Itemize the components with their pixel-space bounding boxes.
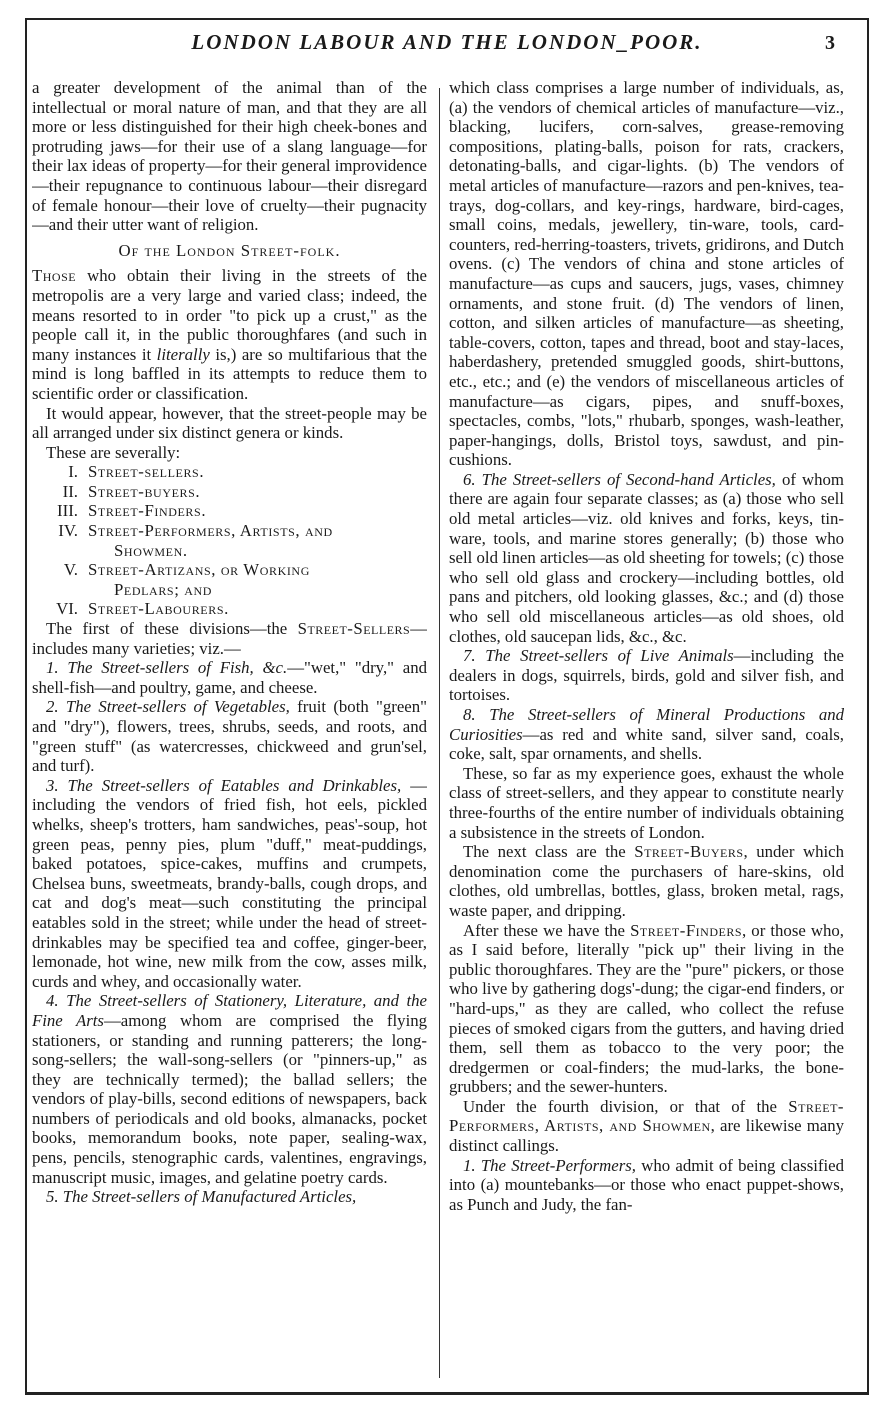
division-label: Street-Finders.	[88, 501, 207, 521]
left-column	[32, 78, 427, 1383]
text-run: After these we have the	[463, 920, 625, 940]
division-label: Street-Performers, Artists, and	[88, 521, 333, 541]
paragraph-opening: a greater development of the animal than of the intellectual or moral nature of man, and that they are all more or less distinguished for their high cheek-bones and protruding jaws—for their use of a slang language—for their lax ideas of property—for their general improvidence—their repugnance to continuous labour—their disregard of female honour—their love of cruelty—their pugnacity—and their utter want of religion.	[32, 78, 427, 235]
text-run: , under which denomination come the purchasers of hare-skins, old clothes, old umbrellas, bottles, glass, broken metal, rags, waste paper, and dripping.	[449, 842, 844, 920]
section-heading: Of the London Street-folk.	[118, 240, 341, 260]
text-run: , or those who, as I said before, literally "pick up" their living in the public thoroughfares. They are the "pure" pickers, or those who live by gathering dogs'-dung; the cigar-end finders, or "hard-ups," as they are called, who collect the refuse pieces of smoked cigars from the gutters, and having dried them, sell them as tobacco to the very poor; the dredgermen or coal-finders; the mud-larks, the bone-grubbers; and the sewer-hunters.	[449, 920, 844, 1097]
division-label: Street-Labourers.	[88, 599, 229, 619]
division-number: III.	[57, 501, 78, 521]
item-heading: 8. The Street-sellers of Mineral Productions and Curiosities	[449, 705, 844, 744]
intro-text-b: is,) are so multifarious that the mind is long baffled in its attempts to reduce them to scientific order or classification.	[32, 344, 427, 403]
intro-emphasis: literally	[156, 344, 210, 364]
paragraph-after-these	[449, 921, 844, 1097]
item-8	[449, 705, 844, 764]
item-1	[32, 658, 427, 697]
text-run: The first of these divisions—the	[46, 619, 288, 639]
division-number: II.	[62, 481, 78, 501]
item-7	[449, 646, 844, 705]
division-item	[32, 599, 427, 619]
running-head	[27, 30, 867, 70]
division-number: I.	[68, 462, 78, 482]
column-divider	[439, 88, 440, 1378]
page-number: 3	[825, 32, 835, 54]
division-item	[32, 482, 427, 502]
item-5-body: which class comprises a large number of individuals, as, (a) the vendors of chemical articles of manufacture—viz., blacking, lucifers, corn-salves, grease-removing compositions, plating-balls, poison for rats, crackers, detonating-balls, and cigar-lights. (b) The vendors of metal articles of manufacture—razors and pen-knives, tea-trays, dog-collars, and key-rings, hardware, bird-cages, small coins, medals, jewellery, tin-ware, tools, card-counters, red-herring-toasters, trivets, gridirons, and Dutch ovens. (c) The vendors of china and stone articles of manufacture—as cups and saucers, jugs, vases, chimney ornaments, and stone fruit. (d) The vendors of linen, cotton, and silken articles of manufacture—as sheeting, table-covers, cotton, tapes and thread, boot and stay-laces, haberdashery, pretended smuggled goods, shirt-buttons, etc., etc.; and (e) the vendors of miscellaneous articles of manufacture—as cigars, pipes, and snuff-boxes, spectacles, combs, "lots," rhubarb, sponges, wash-leather, paper-hangings, dolls, Bristol toys, sawdust, and pin-cushions.	[449, 78, 844, 470]
lead-word: Those	[32, 266, 77, 286]
division-label: Street-buyers.	[88, 481, 201, 501]
item-3	[32, 776, 427, 992]
division-item	[32, 501, 427, 521]
division-item	[32, 521, 427, 560]
item-2	[32, 697, 427, 775]
text-run: , are likewise many distinct callings.	[449, 1116, 844, 1156]
item-heading: 6. The Street-sellers of Second-hand Articles,	[463, 469, 776, 489]
division-number: VI.	[56, 599, 78, 619]
division-label: Street-sellers.	[88, 462, 205, 482]
small-caps-term: Street-Finders	[630, 920, 743, 940]
intro-text-a: who obtain their living in the streets of the metropolis are a very large and varied class; indeed, the means resorted to in order "to pick up a crust," as the people call it, in the public thoroughfares (and such in many instances it	[32, 266, 427, 364]
item-street-performers	[449, 1156, 844, 1215]
item-heading: 1. The Street-sellers of Fish, &c.	[46, 658, 288, 678]
paragraph-first-division	[32, 619, 427, 658]
item-heading: 5. The Street-sellers of Manufactured Articles,	[46, 1187, 357, 1207]
item-heading: 2. The Street-sellers of Vegetables,	[46, 697, 290, 717]
division-number: V.	[63, 560, 78, 580]
small-caps-term: Street-Sellers	[297, 619, 411, 639]
item-body: of whom there are again four separate classes; as (a) those who sell old metal articles—viz. old knives and forks, keys, tin-ware, tools, and marine stores generally; (b) those who sell old linen articles—as old sheeting for towels; (c) those who sell old glass and crockery—including bottles, old pans and pitchers, old looking glasses, &c.; and (d) those who sell old miscellaneous articles—as old shoes, old clothes, old saucepan lids, &c., &c.	[449, 469, 844, 646]
item-heading: 7. The Street-sellers of Live Animals	[463, 646, 734, 666]
right-column	[449, 78, 844, 1383]
text-run: —includes many varieties; viz.—	[32, 619, 427, 658]
item-4	[32, 991, 427, 1187]
division-label-continuation: Showmen.	[114, 540, 188, 560]
division-number: IV.	[58, 521, 78, 541]
paragraph-intro	[32, 266, 427, 403]
item-heading: 1. The Street-Performers,	[463, 1155, 636, 1175]
page-frame	[25, 18, 869, 1395]
division-label: Street-Artizans, or Working	[88, 560, 310, 580]
item-body: —including the dealers in dogs, squirrels, birds, gold and silver fish, and tortoises.	[449, 646, 844, 705]
paragraph-next-class	[449, 842, 844, 920]
running-title: LONDON LABOUR AND THE LONDON_POOR.	[191, 30, 703, 54]
item-body: —"wet," "dry," and shell-fish—and poultry, game, and cheese.	[32, 658, 427, 697]
division-item	[32, 462, 427, 482]
item-heading: 3. The Street-sellers of Eatables and Drinkables,	[46, 775, 402, 795]
paragraph-appear: It would appear, however, that the street-people may be all arranged under six distinct genera or kinds.	[32, 403, 427, 443]
division-label-continuation: Pedlars; and	[114, 579, 213, 599]
item-body: —including the vendors of fried fish, hot eels, pickled whelks, sheep's trotters, ham sandwiches, peas'-soup, hot green peas, penny pies, plum "duff," meat-puddings, baked potatoes, spice-cakes, muffins and crumpets, Chelsea buns, sweetmeats, brandy-balls, cough drops, and cat and dog's meat—such constituting the principal eatables sold in the street; while under the head of street-drinkables may be specified tea and coffee, ginger-beer, lemonade, hot wine, new milk from the cow, asses milk, curds and whey, and occasionally water.	[32, 775, 427, 991]
paragraph-these-are: These are severally:	[46, 442, 181, 462]
text-run: The next class are the	[463, 842, 626, 862]
item-5-heading	[32, 1187, 427, 1207]
division-item	[32, 560, 427, 599]
paragraph-these-so-far: These, so far as my experience goes, exhaust the whole class of street-sellers, and they appear to constitute nearly three-fourths of the entire number of individuals obtaining a subsistence in the streets of London.	[449, 763, 844, 842]
item-body: fruit (both "green" and "dry"), flowers, trees, shrubs, seeds, and roots, and "green stuff" (as watercresses, chickweed and grun'sel, and turf).	[32, 697, 427, 776]
item-body: who admit of being classified into (a) mountebanks—or those who enact puppet-shows, as Punch and Judy, the fan-	[449, 1155, 844, 1214]
item-heading: 4. The Street-sellers of Stationery, Literature, and the Fine Arts	[32, 991, 427, 1030]
paragraph-under-fourth	[449, 1097, 844, 1156]
divisions-list	[32, 462, 427, 619]
small-caps-term: Street-Performers, Artists, and Showmen	[449, 1096, 844, 1136]
item-body: —as red and white sand, silver sand, coals, coke, salt, spar ornaments, and shells.	[449, 724, 844, 764]
item-6	[449, 470, 844, 646]
small-caps-term: Street-Buyers	[634, 842, 744, 862]
text-run: Under the fourth division, or that of the	[463, 1096, 778, 1116]
item-body: —among whom are comprised the flying stationers, or standing and running patterers; the long-song-sellers; the wall-song-sellers (or "pinners-up," as they are technically termed); the ballad sellers; the vendors of play-bills, second editions of newspapers, back numbers of periodicals and old books, almanacks, pocket books, memorandum books, note paper, sealing-wax, pens, pencils, stenographic cards, valentines, engravings, manuscript music, images, and gelatine poetry cards.	[32, 1010, 427, 1187]
